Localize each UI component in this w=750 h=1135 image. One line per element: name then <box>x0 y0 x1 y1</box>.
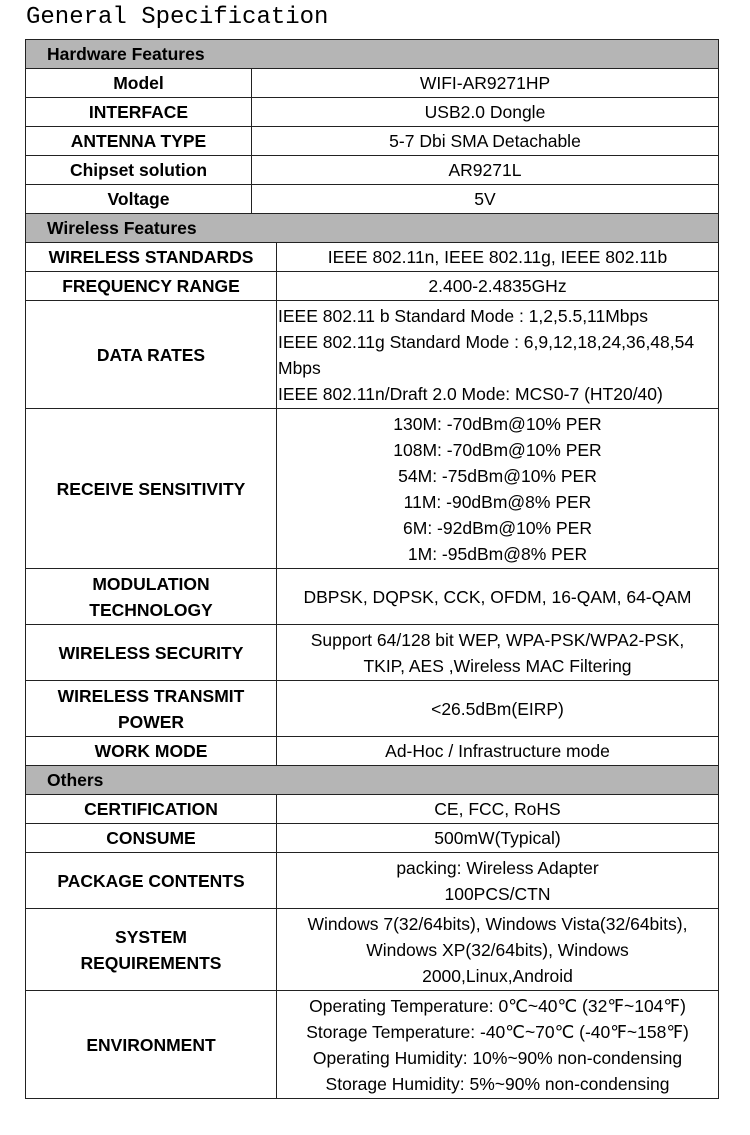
table-row <box>26 272 719 301</box>
value-line: 2000,Linux,Android <box>422 965 573 986</box>
row-label: Chipset solution <box>26 156 252 185</box>
value-line: Mbps <box>278 357 321 378</box>
row-label: ENVIRONMENT <box>26 991 277 1099</box>
row-label: Model <box>26 69 252 98</box>
row-value: AR9271L <box>252 156 719 185</box>
table-row <box>26 737 719 766</box>
table-row <box>26 991 719 1099</box>
section-title: Hardware Features <box>26 40 719 69</box>
table-row <box>26 185 719 214</box>
table-row <box>26 301 719 409</box>
value-line: Storage Humidity: 5%~90% non-condensing <box>325 1073 670 1094</box>
row-value <box>277 409 719 569</box>
row-label <box>26 569 277 625</box>
table-row <box>26 625 719 681</box>
table-row <box>26 243 719 272</box>
label-line: POWER <box>117 711 185 732</box>
table-row <box>26 409 719 569</box>
row-label: FREQUENCY RANGE <box>26 272 277 301</box>
row-value: Ad-Hoc / Infrastructure mode <box>277 737 719 766</box>
table-row <box>26 681 719 737</box>
row-value: 500mW(Typical) <box>277 824 719 853</box>
section-header-others <box>26 766 719 795</box>
value-line: TKIP, AES ,Wireless MAC Filtering <box>363 655 632 676</box>
value-line: Windows 7(32/64bits), Windows Vista(32/64bits), <box>307 913 688 934</box>
table-row <box>26 127 719 156</box>
row-label: WIRELESS STANDARDS <box>26 243 277 272</box>
row-value: 2.400-2.4835GHz <box>277 272 719 301</box>
value-line: 130M: -70dBm@10% PER <box>393 413 602 434</box>
label-line: REQUIREMENTS <box>80 952 222 973</box>
row-value <box>277 853 719 909</box>
value-line: Operating Humidity: 10%~90% non-condensing <box>312 1047 683 1068</box>
label-line: MODULATION <box>92 573 210 594</box>
table-row <box>26 98 719 127</box>
row-value: 5-7 Dbi SMA Detachable <box>252 127 719 156</box>
section-header-wireless <box>26 214 719 243</box>
row-label: CONSUME <box>26 824 277 853</box>
table-row <box>26 909 719 991</box>
table-row <box>26 795 719 824</box>
section-header-hardware <box>26 40 719 69</box>
value-line: 1M: -95dBm@8% PER <box>407 543 588 564</box>
row-value: CE, FCC, RoHS <box>277 795 719 824</box>
value-line: 108M: -70dBm@10% PER <box>393 439 602 460</box>
row-value <box>277 625 719 681</box>
value-line: Windows XP(32/64bits), Windows <box>366 939 629 960</box>
value-line: 11M: -90dBm@8% PER <box>403 491 592 512</box>
row-label: CERTIFICATION <box>26 795 277 824</box>
spec-table <box>25 39 719 1099</box>
row-value: WIFI-AR9271HP <box>252 69 719 98</box>
value-line: IEEE 802.11g Standard Mode : 6,9,12,18,24,36,48,54 <box>278 331 695 352</box>
row-label <box>26 681 277 737</box>
table-row <box>26 69 719 98</box>
row-label: WORK MODE <box>26 737 277 766</box>
value-line: Operating Temperature: 0℃~40℃ (32℉~104℉) <box>309 995 686 1016</box>
label-line: WIRELESS TRANSMIT <box>57 685 245 706</box>
value-line: IEEE 802.11n/Draft 2.0 Mode: MCS0-7 (HT20/40) <box>278 383 663 404</box>
row-value: <26.5dBm(EIRP) <box>277 681 719 737</box>
table-row <box>26 156 719 185</box>
value-line: Support 64/128 bit WEP, WPA-PSK/WPA2-PSK, <box>310 629 685 650</box>
value-line: packing: Wireless Adapter <box>396 857 599 878</box>
row-label: WIRELESS SECURITY <box>26 625 277 681</box>
row-label: RECEIVE SENSITIVITY <box>26 409 277 569</box>
value-line: 100PCS/CTN <box>444 883 551 904</box>
label-line: SYSTEM <box>115 926 187 947</box>
table-row <box>26 824 719 853</box>
value-line: 54M: -75dBm@10% PER <box>398 465 597 486</box>
row-label: Voltage <box>26 185 252 214</box>
row-value: DBPSK, DQPSK, CCK, OFDM, 16-QAM, 64-QAM <box>277 569 719 625</box>
row-value: IEEE 802.11n, IEEE 802.11g, IEEE 802.11b <box>277 243 719 272</box>
table-row <box>26 853 719 909</box>
row-label: PACKAGE CONTENTS <box>26 853 277 909</box>
row-value <box>277 991 719 1099</box>
row-value: 5V <box>252 185 719 214</box>
page-title: General Specification <box>26 4 329 31</box>
row-label: ANTENNA TYPE <box>26 127 252 156</box>
section-title: Wireless Features <box>26 214 719 243</box>
label-line: TECHNOLOGY <box>89 599 213 620</box>
section-title: Others <box>26 766 719 795</box>
row-label: DATA RATES <box>26 301 277 409</box>
row-label <box>26 909 277 991</box>
value-line: Storage Temperature: -40℃~70℃ (-40℉~158℉) <box>306 1021 689 1042</box>
table-row <box>26 569 719 625</box>
row-label: INTERFACE <box>26 98 252 127</box>
row-value: USB2.0 Dongle <box>252 98 719 127</box>
row-value <box>277 301 719 409</box>
row-value <box>277 909 719 991</box>
value-line: IEEE 802.11 b Standard Mode : 1,2,5.5,11Mbps <box>278 305 649 326</box>
value-line: 6M: -92dBm@10% PER <box>403 517 592 538</box>
